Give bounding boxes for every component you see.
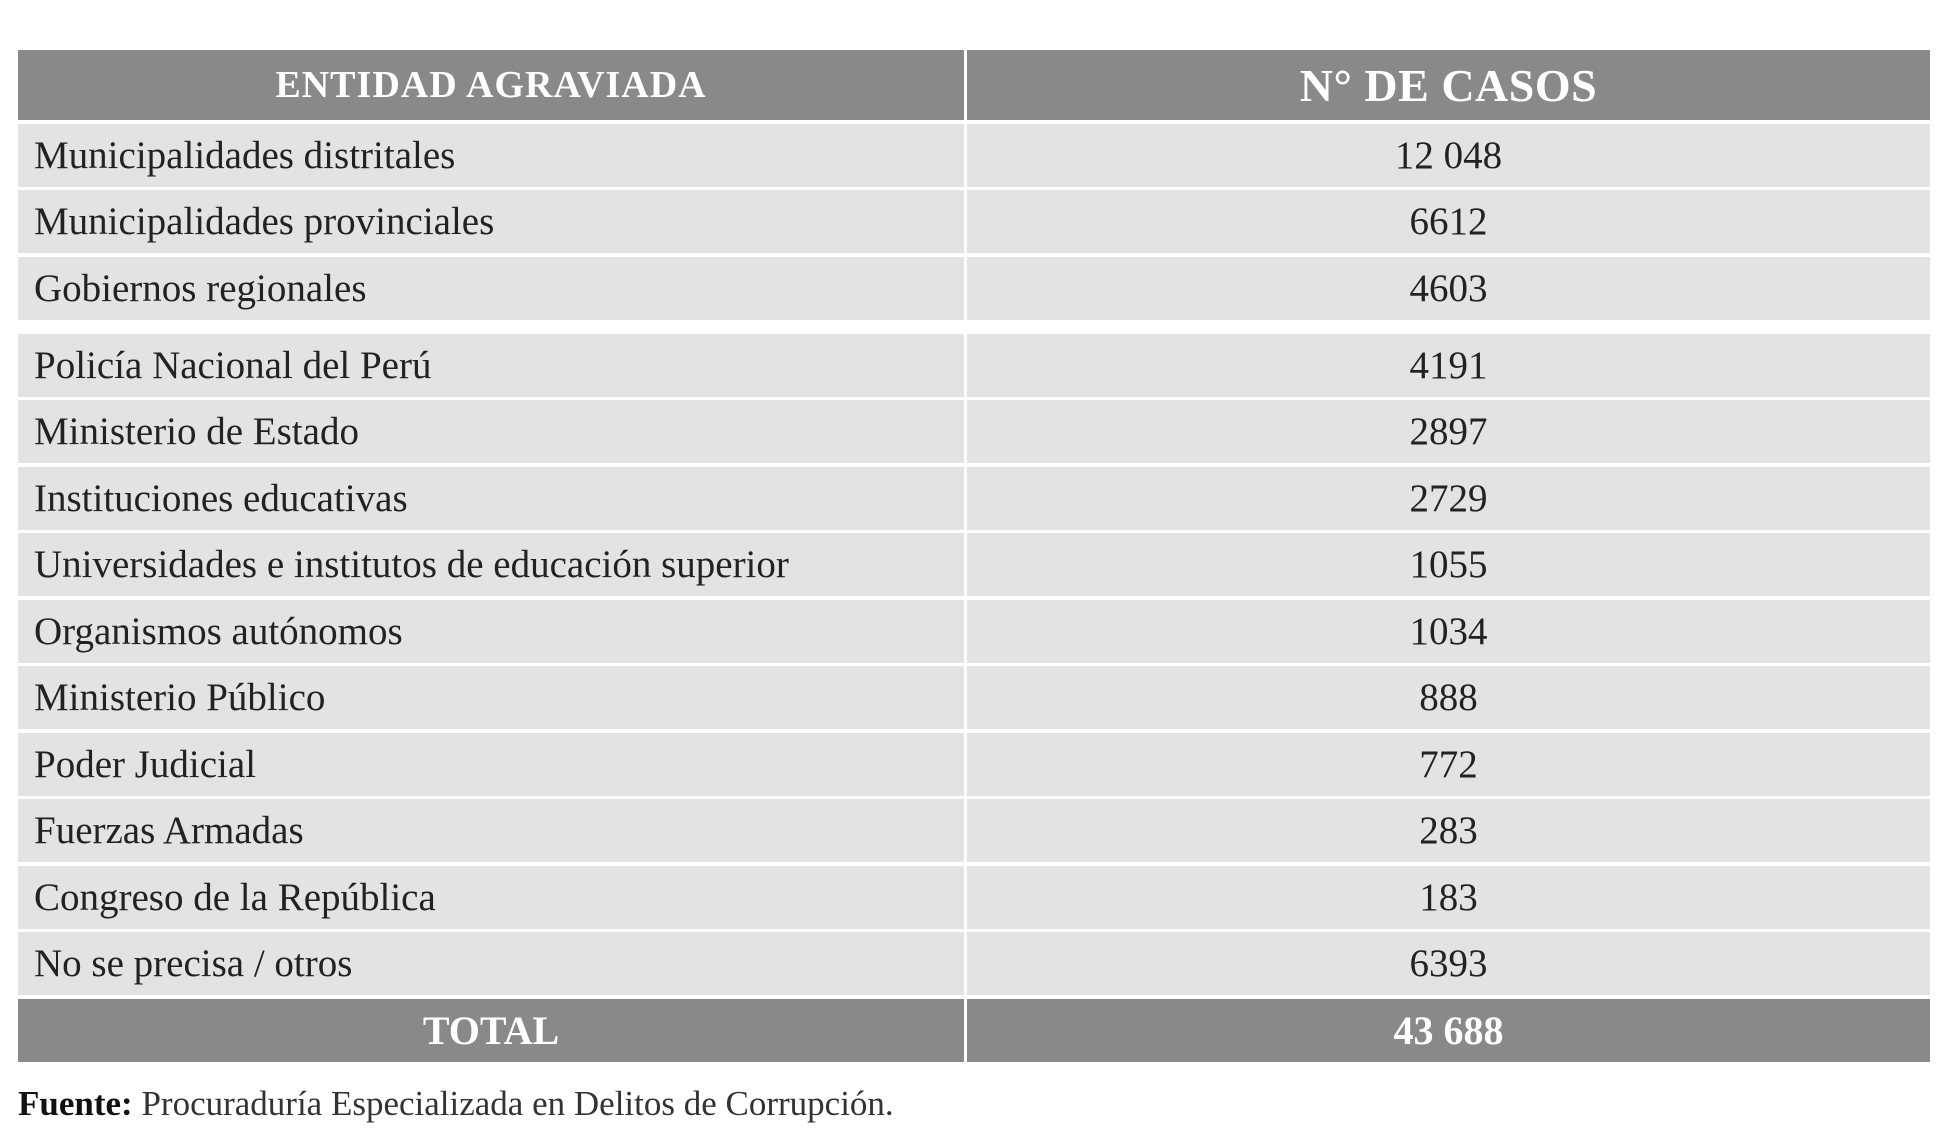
table-row bbox=[18, 190, 1930, 253]
source-text: Procuraduría Especializada en Delitos de Corrupción. bbox=[141, 1084, 894, 1123]
entity-cell: Congreso de la República bbox=[18, 866, 964, 929]
cases-cell: 1034 bbox=[967, 600, 1930, 663]
cases-cell: 283 bbox=[967, 799, 1930, 862]
source-note bbox=[18, 1084, 894, 1124]
table-row bbox=[18, 799, 1930, 862]
cases-cell: 4191 bbox=[967, 334, 1930, 397]
entity-cell: Poder Judicial bbox=[18, 733, 964, 796]
entity-cell: Ministerio Público bbox=[18, 666, 964, 729]
header-cases-label: N° DE CASOS bbox=[1299, 59, 1598, 111]
table-row bbox=[18, 533, 1930, 596]
table-row bbox=[18, 600, 1930, 663]
entity-cell: Instituciones educativas bbox=[18, 467, 964, 530]
entity-cell: Ministerio de Estado bbox=[18, 400, 964, 463]
table-row bbox=[18, 334, 1930, 397]
total-value: 43 688 bbox=[967, 999, 1930, 1062]
cases-table bbox=[18, 50, 1930, 1062]
table-header bbox=[18, 50, 1930, 120]
table-row bbox=[18, 400, 1930, 463]
entity-cell: Municipalidades provinciales bbox=[18, 190, 964, 253]
cases-cell: 6393 bbox=[967, 932, 1930, 995]
entity-cell: Policía Nacional del Perú bbox=[18, 334, 964, 397]
entity-cell: Municipalidades distritales bbox=[18, 124, 964, 187]
table-row bbox=[18, 866, 1930, 929]
cases-cell: 1055 bbox=[967, 533, 1930, 596]
cases-cell: 183 bbox=[967, 866, 1930, 929]
total-row bbox=[18, 999, 1930, 1062]
header-entity-label: ENTIDAD AGRAVIADA bbox=[275, 64, 707, 106]
table-row bbox=[18, 666, 1930, 729]
table-row bbox=[18, 467, 1930, 530]
table-row bbox=[18, 733, 1930, 796]
header-cases-cell bbox=[967, 50, 1930, 120]
total-label: TOTAL bbox=[18, 999, 964, 1062]
cases-cell: 4603 bbox=[967, 257, 1930, 320]
entity-cell: Fuerzas Armadas bbox=[18, 799, 964, 862]
cases-cell: 2729 bbox=[967, 467, 1930, 530]
entity-cell: Gobiernos regionales bbox=[18, 257, 964, 320]
cases-cell: 772 bbox=[967, 733, 1930, 796]
entity-cell: No se precisa / otros bbox=[18, 932, 964, 995]
header-entity-cell bbox=[18, 50, 964, 120]
cases-cell: 888 bbox=[967, 666, 1930, 729]
cases-cell: 6612 bbox=[967, 190, 1930, 253]
table-row bbox=[18, 257, 1930, 320]
entity-cell: Organismos autónomos bbox=[18, 600, 964, 663]
cases-cell: 2897 bbox=[967, 400, 1930, 463]
table-row bbox=[18, 932, 1930, 995]
cases-cell: 12 048 bbox=[967, 124, 1930, 187]
entity-cell: Universidades e institutos de educación superior bbox=[18, 533, 964, 596]
table-row bbox=[18, 124, 1930, 187]
source-label: Fuente: bbox=[18, 1084, 133, 1123]
